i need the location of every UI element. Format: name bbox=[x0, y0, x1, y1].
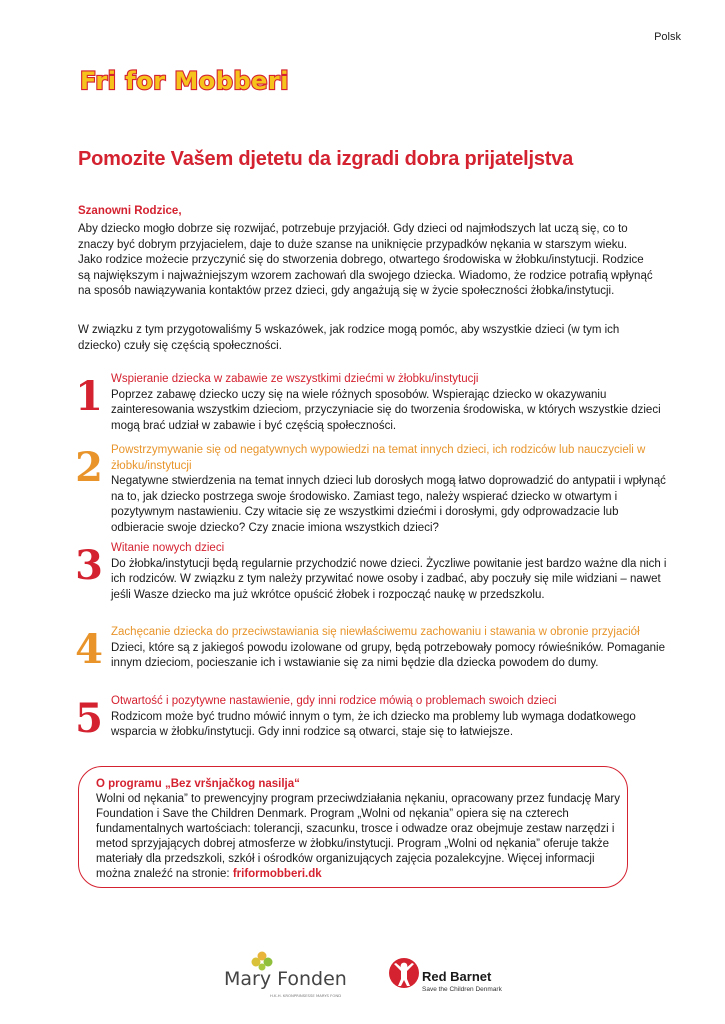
about-program-box bbox=[78, 766, 628, 888]
tip-heading-1: Wspieranie dziecka w zabawie ze wszystkimi dziećmi w żłobku/instytucji bbox=[111, 373, 479, 385]
tip-heading-5: Otwartość i pozytywne nastawienie, gdy inni rodzice mówią o problemach swoich dzieci bbox=[111, 695, 557, 707]
tip-body-5 bbox=[111, 694, 671, 741]
red-barnet-child-icon bbox=[388, 955, 420, 995]
tip-heading-2: Powstrzymywanie się od negatywnych wypowiedzi na temat innych dzieci, ich rodziców lub nauczycieli w żłobku/instytucji bbox=[111, 444, 646, 472]
red-barnet-logo bbox=[388, 955, 502, 1000]
intro-paragraph-1: Aby dziecko mogło dobrze się rozwijać, potrzebuje przyjaciół. Gdy dzieci od najmłodszych lat uczą się, co to znaczy być dobrym przyjacielem, daje to duże szanse na uniknięcie przypadków nękania w starszym wieku. Jako rodzice możecie przyczynić się do stworzenia dobrego, otwartego środowiska w żłobku/instytucji. Rodzice są największym i najważniejszym wzorem zachowań dla swojego dziecka. Wiadomo, że rodzice potrafią wpłynąć na sposób nawiązywania kontaktów przez dzieci, gdy angażują się w życie społeczności żłobka/instytucji. bbox=[78, 223, 653, 297]
greeting: Szanowni Rodzice, bbox=[78, 205, 182, 217]
tip-body-4 bbox=[111, 625, 671, 672]
tip-number-5: 5 bbox=[75, 695, 103, 742]
tip-number-3: 3 bbox=[75, 542, 103, 589]
tip-body-2 bbox=[111, 443, 671, 536]
mary-fonden-name: Mary Fonden bbox=[224, 968, 347, 990]
language-label: Polsk bbox=[654, 31, 681, 43]
tip-heading-4: Zachęcanie dziecka do przeciwstawiania się niewłaściwemu zachowaniu i stawania w obronie przyjaciół bbox=[111, 626, 640, 638]
fri-for-mobberi-logo bbox=[78, 64, 318, 96]
website-link[interactable]: friformobberi.dk bbox=[232, 868, 322, 880]
page-title: Pomozite Vašem djetetu da izgradi dobra prijateljstva bbox=[78, 148, 574, 170]
mary-fonden-logo bbox=[222, 950, 352, 1007]
logo-text: Fri for Mobberi bbox=[80, 67, 289, 95]
tip-text-3: Do żłobka/instytucji będą regularnie przychodzić nowe dzieci. Życzliwe powitanie jest bardzo ważne dla nich i ich rodziców. W związku z tym należy przywitać nowe osoby i zadbać, aby poczuły się mile widziani – nawet jeśli Wasze dziecko ma już wkrótce opuścić żłobek i rozpocząć naukę w przedszkolu. bbox=[111, 557, 667, 601]
about-title: O programu „Bez vršnjačkog nasilja“ bbox=[96, 778, 300, 790]
tip-heading-3: Witanie nowych dzieci bbox=[111, 542, 225, 554]
tip-number-2: 2 bbox=[75, 444, 103, 491]
tip-number-4: 4 bbox=[75, 626, 103, 673]
mary-fonden-tagline: H.K.H. KRONPRINSESSE MARYS FOND bbox=[270, 993, 342, 998]
about-body: Wolni od nękania” to prewencyjny program przeciwdziałania nękaniu, opracowany przez fundację Mary Foundation i Save the Children Denmark. Program „Wolni od nękania” opiera się na czterech fundamentalnych wartościach: tolerancji, szacunku, trosce i odwadze oraz obejmuje zestaw narzędzi i metod sprzyjających dobrej atmosferze w żłobku/instytucji. Program „Wolni od nękania” oferuje także materiały dla przedszkoli, szkół i ośrodków organizujących zajęcia pozalekcyjne. Więcej informacji można znaleźć na stronie: bbox=[96, 793, 620, 880]
red-barnet-subtitle: Save the Children Denmark bbox=[422, 986, 502, 993]
intro-paragraph-2: W związku z tym przygotowaliśmy 5 wskazówek, jak rodzice mogą pomóc, aby wszystkie dzieci (w tym ich dziecko) czuły się częścią społeczności. bbox=[78, 324, 620, 352]
red-barnet-name: Red Barnet bbox=[422, 969, 492, 984]
tip-body-3 bbox=[111, 541, 671, 603]
tip-number-1: 1 bbox=[75, 373, 103, 420]
tip-text-5: Rodzicom może być trudno mówić innym o tym, że ich dziecko ma problemy lub wymaga dodatkowego wsparcia w żłobku/instytucji. Gdy inni rodzice są otwarci, staje się to łatwiejsze. bbox=[111, 710, 636, 738]
tip-text-4: Dzieci, które są z jakiegoś powodu izolowane od grupy, będą potrzebowały pomocy rówieśników. Pomaganie innym dzieciom, pocieszanie ich i wstawianie się za nimi będzie dla dziecka powodem do dumy. bbox=[111, 641, 666, 669]
about-text bbox=[96, 792, 626, 882]
tip-text-1: Poprzez zabawę dziecko uczy się na wiele różnych sposobów. Wspierając dziecko w okazywaniu zainteresowania wszystkim dzieciom, przyczyniacie się do tworzenia środowiska, w których wszystkie dzieci mogą brać udział w zabawie i być częścią społeczności. bbox=[111, 388, 661, 432]
tip-text-2: Negatywne stwierdzenia na temat innych dzieci lub dorosłych mogą łatwo doprowadzić do antypatii i wpłynąć na to, jak dziecko postrzega swoje środowisko. Zamiast tego, należy wspierać dziecko w otwartym i pozytywnym nastawieniu. Czy witacie się ze wszystkimi dziećmi i dorosłymi, gdy odprowadzacie lub odbieracie swoje dziecko? Czy znacie imiona wszystkich dzieci? bbox=[111, 475, 666, 534]
tip-body-1 bbox=[111, 372, 671, 434]
